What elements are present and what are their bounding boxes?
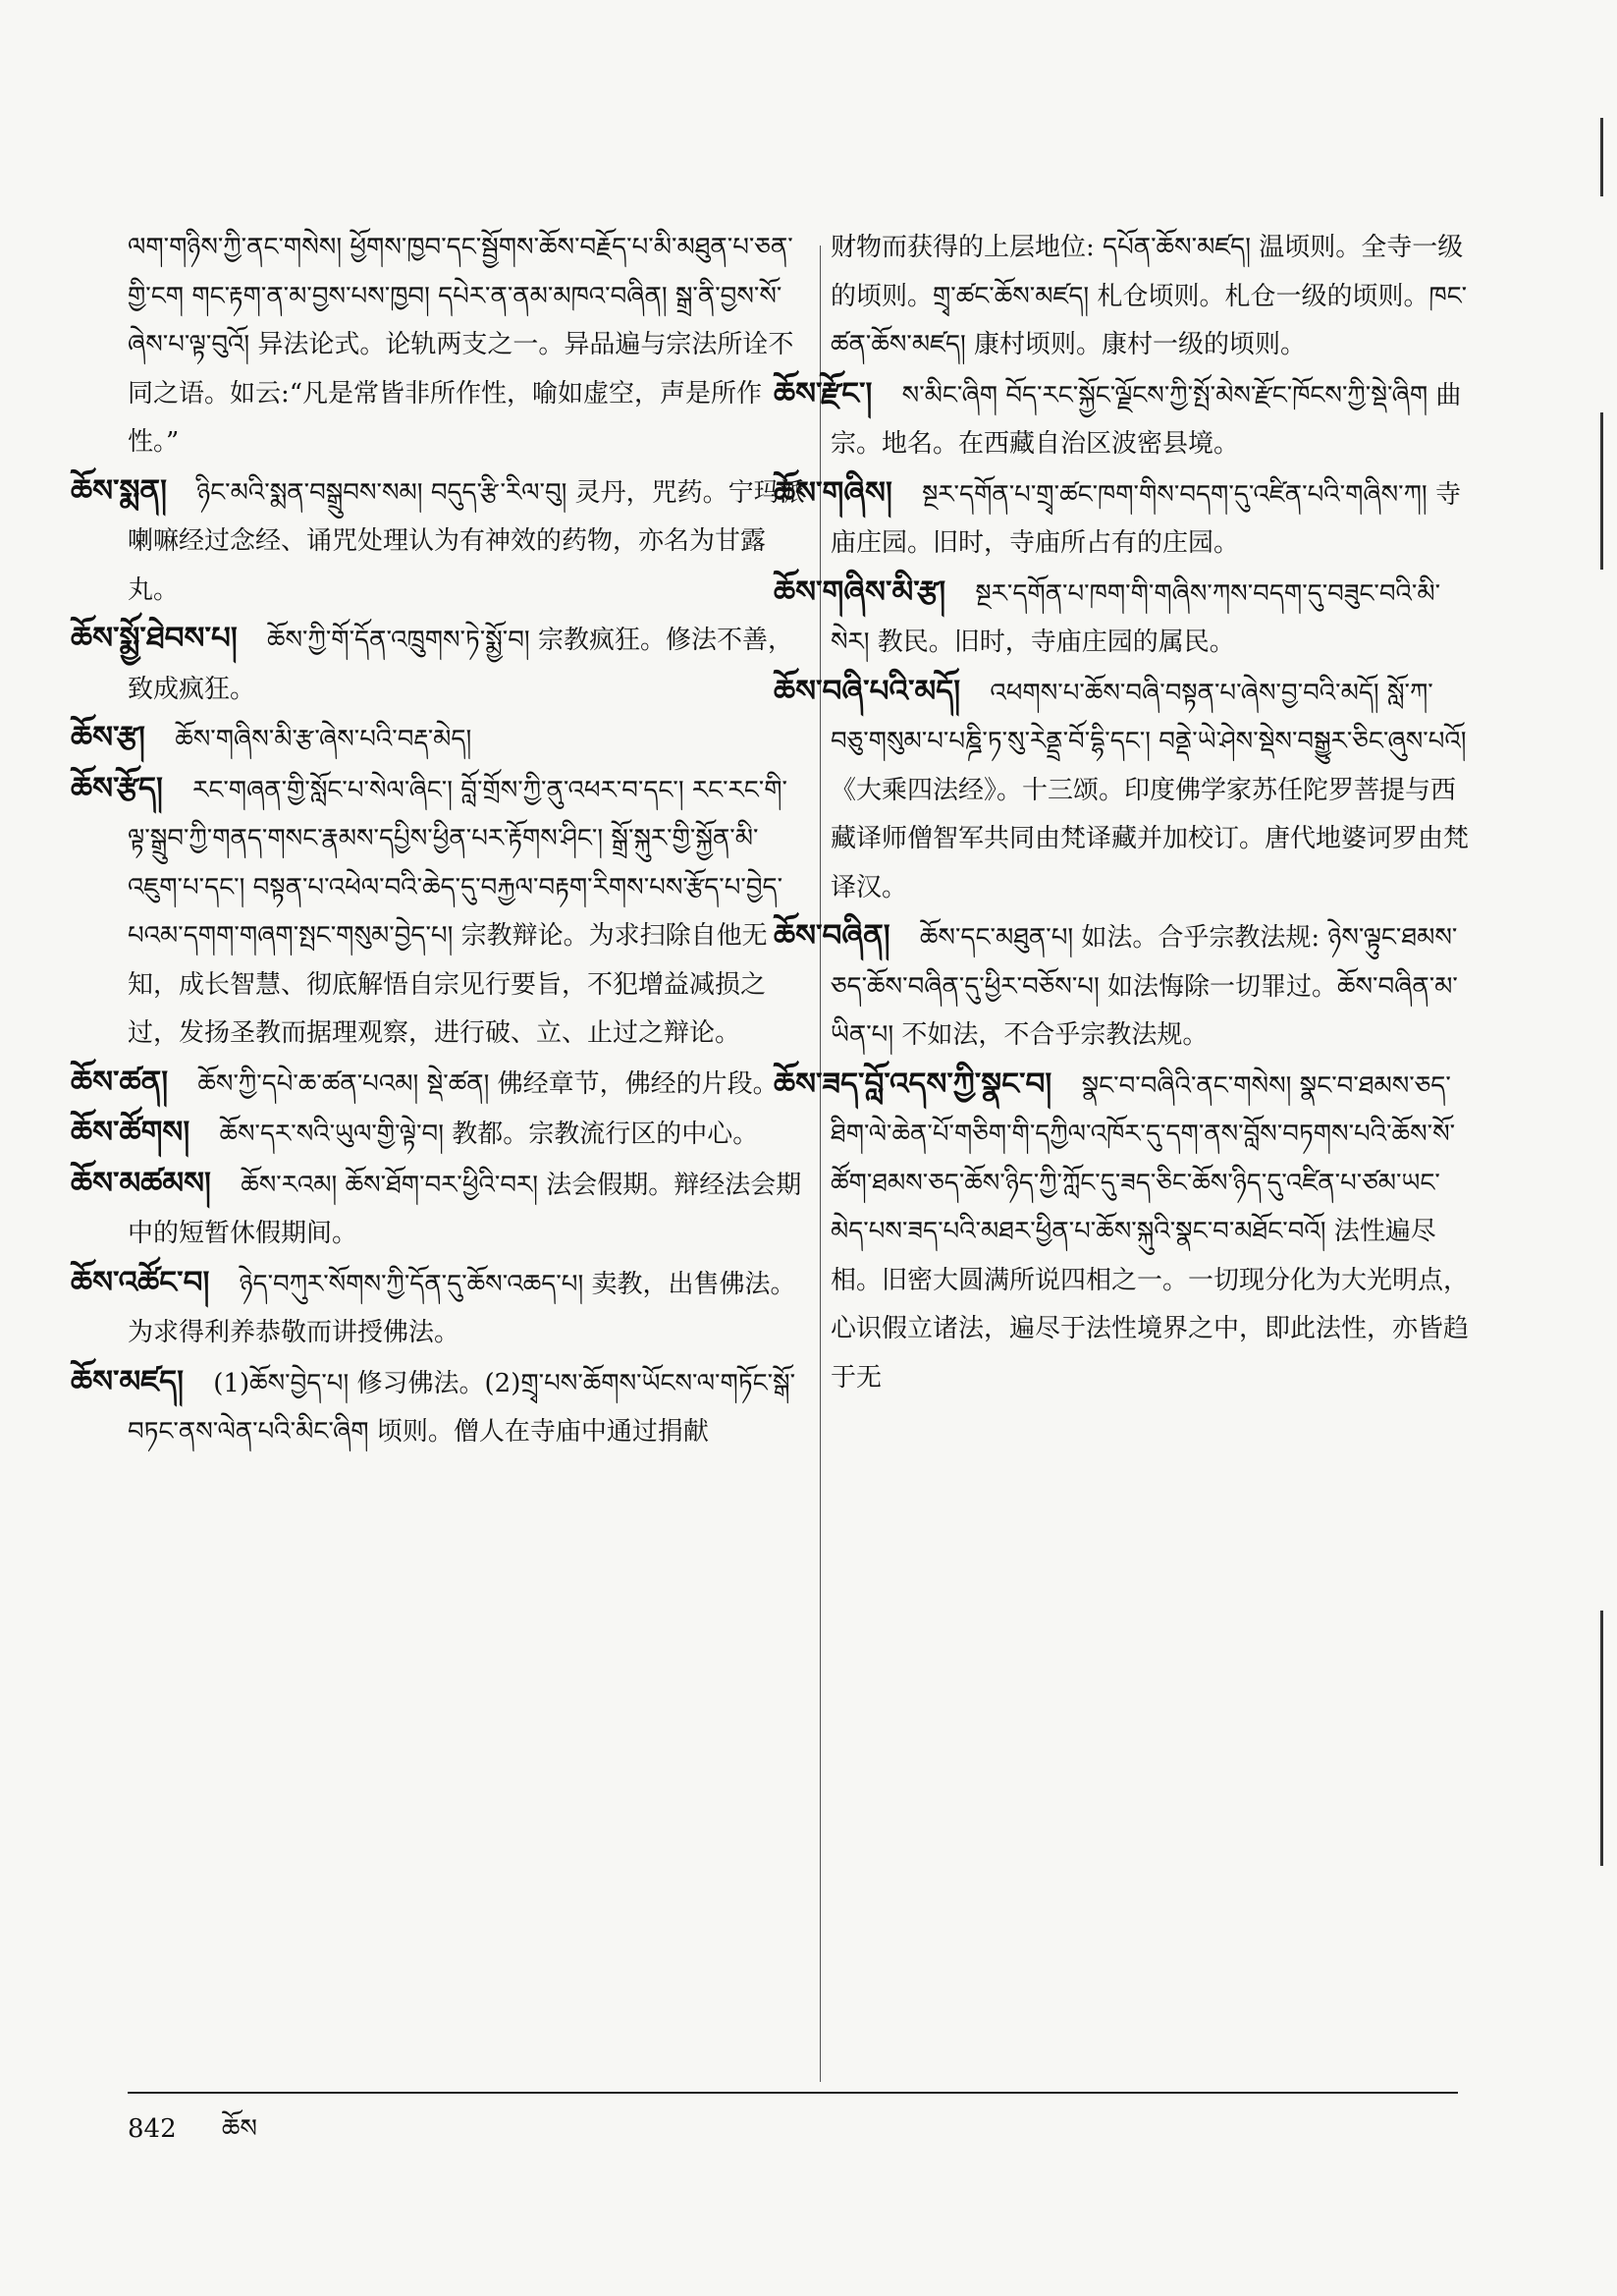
right-continuation: 财物而获得的上层地位: དཔོན་ཆོས་མཛད། 温顷则。全寺一级的顷则。གྲྭ་ཚང་ཆོས་མཛད། 札仓顷则。札仓一级的顷则。ཁང་ཚན་ཆོས་མཛད། 康村顷则。康村一级的顷则。 [831, 233, 1468, 359]
entry-definition: (1)ཆོས་བྱེད་པ། 修习佛法。(2)གྲྭ་པས་ཆོགས་ཡོངས་ལ་གཏོང་སྒོ་བཏང་ནས་ལེན་པའི་མིང་ཞིག 顷则。僧人在寺庙中通过捐献 [128, 1368, 796, 1447]
entry-definition: ཆོས་དར་སའི་ཡུལ་གྱི་ལྟེ་བ། 教都。宗教流行区的中心。 [219, 1120, 759, 1149]
entry-definition: ཆོས་ཀྱི་གོ་དོན་འཁྲུགས་ཏེ་སྨྱོ་བ། 宗教疯狂。修法不善，致成疯狂。 [128, 626, 793, 704]
dictionary-entry [71, 1109, 805, 1160]
entry-headword: ཆོས་མཚམས། [71, 1165, 211, 1201]
entry-headword: ཆོས་རྫོང་། [774, 375, 873, 411]
running-head: ཆོས [221, 2114, 257, 2144]
dictionary-entry [71, 1160, 805, 1259]
dictionary-entry [774, 912, 1469, 1061]
right-column [774, 224, 1470, 1402]
entry-headword: ཆོས་བཞིན། [774, 918, 890, 954]
footer-rule [128, 2092, 1458, 2094]
dictionary-entry [71, 1358, 805, 1457]
entry-headword: ཆོས་རྩོད། [71, 770, 163, 806]
entry-definition: སྣང་བ་བཞིའི་ནང་གསེས། སྣང་བ་ཐམས་ཅད་ཐིག་ལེ་ཆེན་པོ་གཅིག་གི་དཀྱིལ་འཁོར་དུ་དག་ནས་བློས་བཏགས་པའི་ཆོས་སོ་ཚོག་ཐམས་ཅད་ཆོས་ཉིད་ཀྱི་ཀློང་དུ་ཟད་ཅིང་ཆོས་ཉིད་དུ་འཛིན་པ་ཙམ་ཡང་མེད་པས་ཟད་པའི་མཐར་ཕྱིན་པ་ཆོས་སྐུའི་སྣང་བ་མཐོང་བའོ། 法性遍尽相。旧密大圆满所说四相之一。一切现分化为大光明点，心识假立诸法，遍尽于法性境界之中，即此法性，亦皆趋于无 [831, 1070, 1470, 1393]
entry-headword: ཆོས་སྨན། [71, 472, 167, 509]
entry-definition: ཆོས་དང་མཐུན་པ། 如法。合乎宗教法规: ཉེས་ལྟུང་ཐམས་ཅད་ཆོས་བཞིན་དུ་ཕྱིར་བཅོས་པ། 如法悔除一切罪过。ཆོས་བཞིན་མ་ཡིན་པ། 不如法，不合乎宗教法规。 [831, 923, 1458, 1050]
entry-definition: སྔར་དགོན་པ་ཁག་གི་གཞིས་ཀས་བདག་དུ་བཟུང་བའི་མི་སེར། 教民。旧时，寺庙庄园的属民。 [831, 578, 1441, 657]
scan-edge-mark [1600, 1611, 1603, 1866]
scan-edge-mark [1600, 118, 1603, 196]
entry-headword: ཆོས་རྩ། [71, 720, 145, 755]
dictionary-entry [71, 467, 805, 616]
entry-headword: ཆོས་ཚོགས། [71, 1115, 190, 1150]
left-continuation: ལག་གཉིས་ཀྱི་ནང་གསེས། ཕྱོགས་ཁྱབ་དང་སྦྱོགས་ཆོས་བརྗོད་པ་མི་མཐུན་པ་ཅན་གྱི་ངག གང་རྟག་ན་མ་བྱས་པས་ཁྱབ། དཔེར་ན་ནམ་མཁའ་བཞིན། སྒྲ་ནི་བྱས་སོ་ཞེས་པ་ལྟ་བུའོ། 异法论式。论轨两支之一。异品遍与宗法所诠不同之语。如云:“凡是常皆非所作性，喻如虚空，声是所作性。” [128, 233, 794, 457]
page-footer [128, 2111, 257, 2147]
entry-definition: ཆོས་ཀྱི་དཔེ་ཆ་ཚན་པའམ། སྡེ་ཚན། 佛经章节，佛经的片段。 [197, 1068, 779, 1099]
column-divider [820, 246, 821, 2082]
entry-headword: ཆོས་འཚོང་བ། [71, 1264, 210, 1300]
entry-definition: འཕགས་པ་ཆོས་བཞི་བསྟན་པ་ཞེས་བྱ་བའི་མདོ། སློ་ཀ་བཅུ་གསུམ་པ་པཎྜི་ཏ་སུ་རེནྡྲ་བོ་དྷི་དང་། བནྡེ་ཡེ་ཤེས་སྡེས་བསྒྱུར་ཅིང་ཞུས་པའོ། 《大乘四法经》。十三颂。印度佛学家苏任陀罗菩提与西藏译师僧智军共同由梵译藏并加校订。唐代地婆诃罗由梵译汉。 [831, 678, 1470, 902]
page-number: 842 [128, 2114, 177, 2144]
entry-headword: ཆོས་བཞི་པའི་མདོ། [774, 673, 961, 709]
entry-definition: སྔར་དགོན་པ་གྲྭ་ཚང་ཁག་གིས་བདག་དུ་འཛིན་པའི་གཞིས་ཀ། 寺庙庄园。旧时，寺庙所占有的庄园。 [831, 479, 1461, 558]
dictionary-entry [71, 1259, 805, 1358]
entry-headword: ཆོས་ཚན། [71, 1064, 169, 1100]
scan-edge-mark [1600, 412, 1603, 570]
entry-definition: ཉིང་མའི་སྨན་བསྒྲུབས་སམ། བདུད་རྩི་རིལ་བུ། 灵丹，咒药。宁玛派喇嘛经过念经、诵咒处理认为有神效的药物，亦名为甘露丸。 [128, 477, 805, 605]
entry-definition: ས་མིང་ཞིག བོད་རང་སྐྱོང་ལྗོངས་ཀྱི་སྤོ་མེས་རྫོང་ཁོངས་ཀྱི་སྡེ་ཞིག 曲宗。地名。在西藏自治区波密县境。 [831, 380, 1462, 459]
dictionary-entry [71, 765, 805, 1059]
entry-headword: ཆོས་མཛད། [71, 1363, 185, 1399]
entry-definition: ཆོས་རའམ། ཆོས་ཐོག་བར་ཕྱིའི་བར། 法会假期。辩经法会期中的短暂休假期间。 [128, 1170, 802, 1248]
entry-headword: ཆོས་གཞིས། [774, 474, 892, 511]
dictionary-entry [71, 615, 805, 714]
entry-definition: ཉེད་བཀུར་སོགས་ཀྱི་དོན་དུ་ཆོས་འཆད་པ། 卖教，出售佛法。为求得利养恭敬而讲授佛法。 [128, 1269, 796, 1347]
entry-definition: ཆོས་གཞིས་མི་རྩ་ཞེས་པའི་བརྡ་མེད། [175, 725, 472, 754]
dictionary-entry [774, 569, 1469, 668]
dictionary-entry [71, 1059, 805, 1110]
dictionary-entry [71, 714, 805, 765]
entry-headword: ཆོས་གཞིས་མི་རྩ། [774, 574, 946, 610]
dictionary-entry [774, 668, 1470, 913]
entry-definition: རང་གཞན་གྱི་སློང་པ་སེལ་ཞིང་། བློ་གྲོས་ཀྱི་ནུ་འཕར་བ་དང་། རང་རང་གི་ལྟ་སྒྲུབ་ཀྱི་གནད་གསང་རྣམས་དཔྱིས་ཕྱིན་པར་རྟོགས་ཤིང་། སྒྲོ་སྐུར་གྱི་སྐྱོན་མི་འཇུག་པ་དང་། བསྟན་པ་འཕེལ་བའི་ཆེད་དུ་བརྐྱལ་བརྟག་རིགས་པས་རྩོད་པ་བྱེད་པའམ་དགག་གཞག་སྤང་གསུམ་བྱེད་པ། 宗教辩论。为求扫除自他无知，成长智慧、彻底解悟自宗见行要旨，不犯增益减损之过，发扬圣教而据理观察，进行破、立、止过之辩论。 [128, 775, 787, 1048]
dictionary-entry [774, 370, 1469, 469]
entry-headword: ཆོས་ཟད་བློ་འདས་ཀྱི་སྣང་བ། [774, 1066, 1052, 1102]
left-column [71, 224, 805, 1457]
dictionary-entry [774, 469, 1469, 569]
entry-headword: ཆོས་སྨྱོ་ཐེབས་པ། [71, 621, 238, 656]
dictionary-entry [774, 1061, 1470, 1403]
